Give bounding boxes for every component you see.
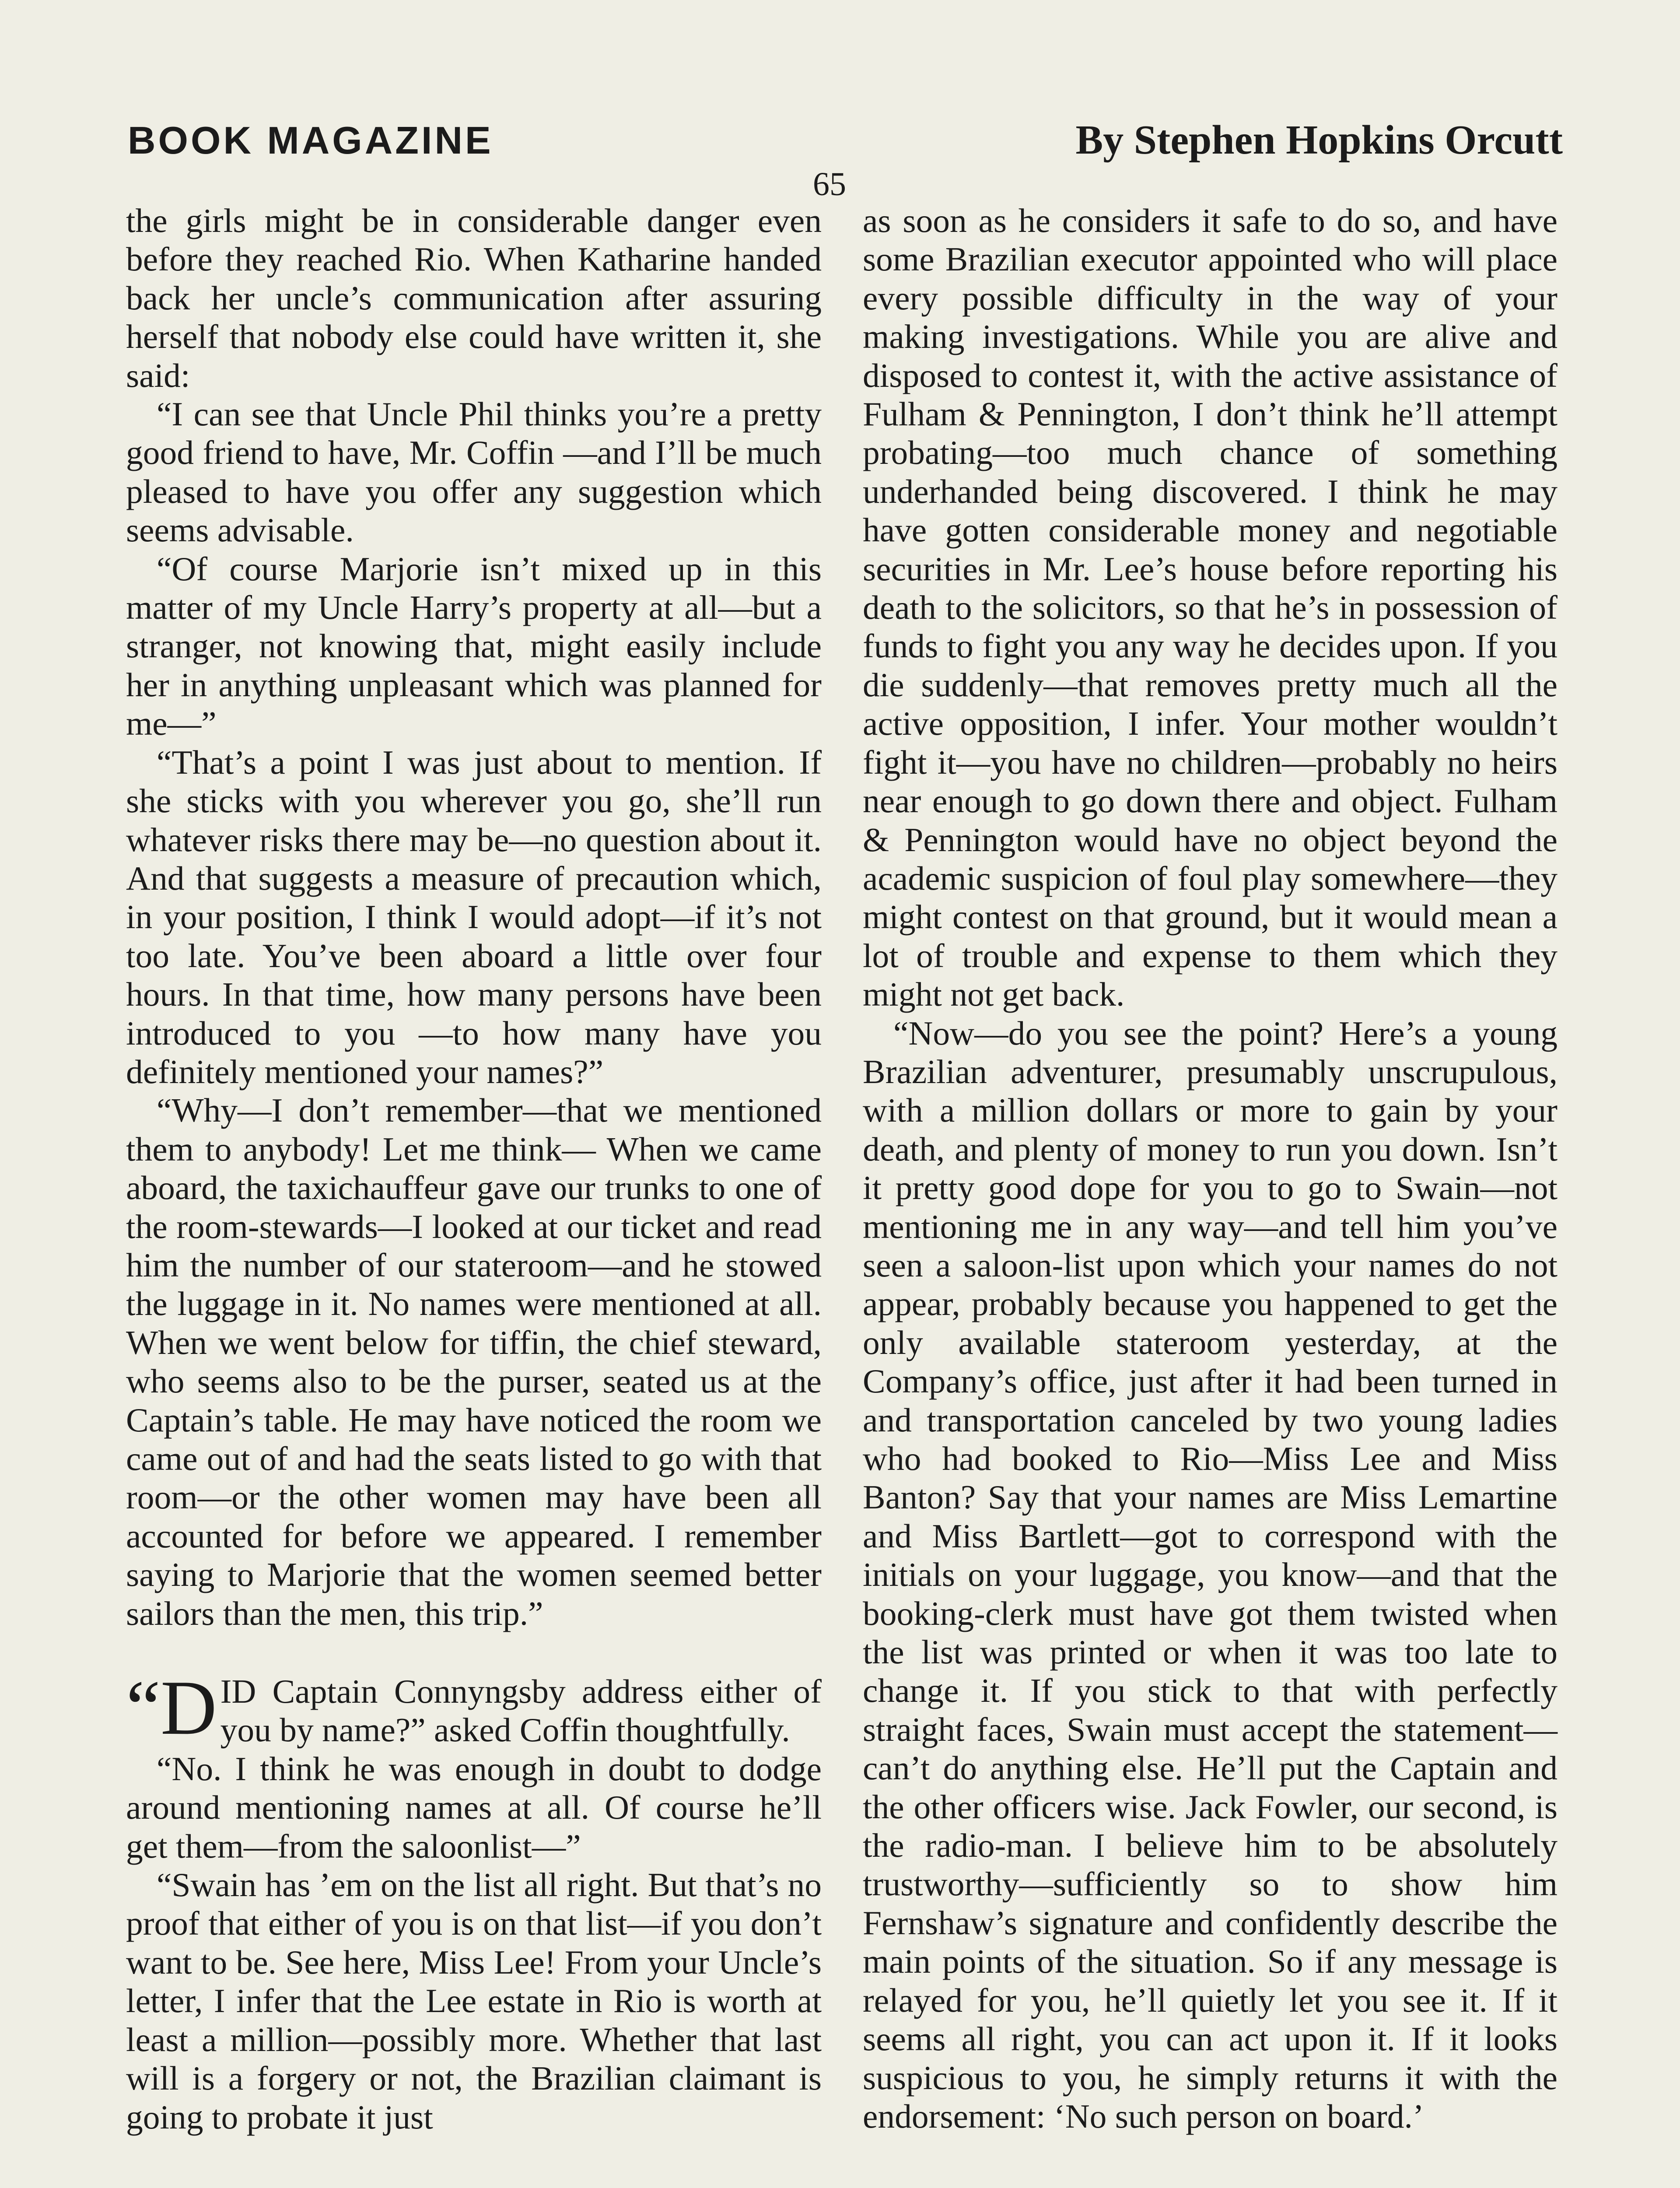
paragraph: “Of course Marjorie isn’t mixed up in this matter of my Uncle Harry’s property at all—but a stranger, not knowing that, might easily include her in anything unpleasant which was planned for me—” (126, 550, 822, 743)
paragraph: “Now—do you see the point? Here’s a young Brazilian adventurer, presumably unscrupulous, with a million dollars or more to gain by your death, and plenty of money to run you down. Isn’t it pretty good dope for you to go to Swain—not mentioning me in any way—and tell him you’ve seen a saloon-list upon which your names do not appear, probably because you happened to get the only available stateroom yesterday, at the Company’s office, just after it had been turned in and transportation canceled by two young ladies who had booked to Rio—Miss Lee and Miss Banton? Say that your names are Miss Lemartine and Miss Bartlett—got to correspond with the initials on your luggage, you know—and that the booking-clerk must have got them twisted when the list was printed or when it was too late to change it. If you stick to that with perfectly straight faces, Swain must accept the statement—can’t do anything else. He’ll put the Captain and the other officers wise. Jack Fowler, our second, is the radio-man. I believe him to be absolutely trustworthy—sufficiently so to show him Fernshaw’s signature and confidently describe the main points of the situation. So if any message is relayed for you, he’ll quietly let you see it. If it seems all right, you can act upon it. If it looks suspicious to you, he simply returns it with the endorsement: ‘No such person on board.’ (863, 1014, 1558, 2135)
paragraph: “That’s a point I was just about to mention. If she sticks with you wherever you go, she’ll run whatever risks there may be—no question about it. And that suggests a measure of precaution which, in your position, I think I would adopt—if it’s not too late. You’ve been aboard a little over four hours. In that time, how many persons have been introduced to you —to how many have you definitely mentioned your names?” (126, 743, 822, 1090)
paragraph: as soon as he considers it safe to do so, and have some Brazilian executor appointed who will place every possible difficulty in the way of your making investigations. While you are alive and disposed to contest it, with the active assistance of Fulham & Pennington, I don’t think he’ll attempt probating—too much chance of something underhanded being discovered. I think he may have gotten considerable money and negotiable securities in Mr. Lee’s house before reporting his death to the solicitors, so that he’s in possession of funds to fight you any way he decides upon. If you die suddenly—that removes pretty much all the active opposition, I infer. Your mother wouldn’t fight it—you have no children—probably no heirs near enough to go down there and object. Fulham & Pennington would have no object beyond the academic suspicion of foul play somewhere—they might contest on that ground, but it would mean a lot of trouble and expense to them which they might not get back. (863, 202, 1558, 1013)
paragraph: “I can see that Uncle Phil thinks you’re a pretty good friend to have, Mr. Coffin —and I’ll be much pleased to have you offer any suggestion which seems advisable. (126, 395, 822, 549)
paragraph: “Swain has ’em on the list all right. But that’s no proof that either of you is on that list—if you don’t want to be. See here, Miss Lee! From your Uncle’s letter, I infer that the Lee estate in Rio is worth at least a million—possibly more. Whether that last will is a forgery or not, the Brazilian claimant is going to probate it just (126, 1866, 822, 2136)
paragraph: the girls might be in considerable danger even before they reached Rio. When Katharine handed back her uncle’s communication after assuring herself that nobody else could have written it, she said: (126, 202, 822, 394)
right-column (863, 201, 1558, 2135)
dropcap-text: ID Captain Connyngsby address either of you by name?” asked Coffin thoughtfully. (220, 1673, 822, 1749)
page-number: 65 (813, 166, 846, 203)
section-break (126, 1633, 822, 1672)
paragraph: “No. I think he was enough in doubt to dodge around mentioning names at all. Of course he’ll get them—from the saloonlist—” (126, 1750, 822, 1865)
paragraph: “Why—I don’t remember—that we mentioned them to anybody! Let me think— When we came aboard, the taxichauffeur gave our trunks to one of the room-stewards—I looked at our ticket and read him the number of our stateroom—and he stowed the luggage in it. No names were mentioned at all. When we went below for tiffin, the chief steward, who seems also to be the purser, seated us at the Captain’s table. He may have noticed the room we came out of and had the seats listed to go with that room—or the other women may have been all accounted for before we appeared. I remember saying to Marjorie that the women seemed better sailors than the men, this trip.” (126, 1091, 822, 1632)
magazine-title: BOOK MAGAZINE (128, 119, 494, 162)
dropcap-letter (126, 1664, 217, 1751)
dropcap-paragraph (126, 1664, 822, 1751)
author-byline: By Stephen Hopkins Orcutt (1075, 117, 1563, 163)
dropcap-quote: “ (126, 1664, 161, 1751)
left-column (126, 201, 822, 2136)
dropcap-initial: D (161, 1664, 217, 1751)
